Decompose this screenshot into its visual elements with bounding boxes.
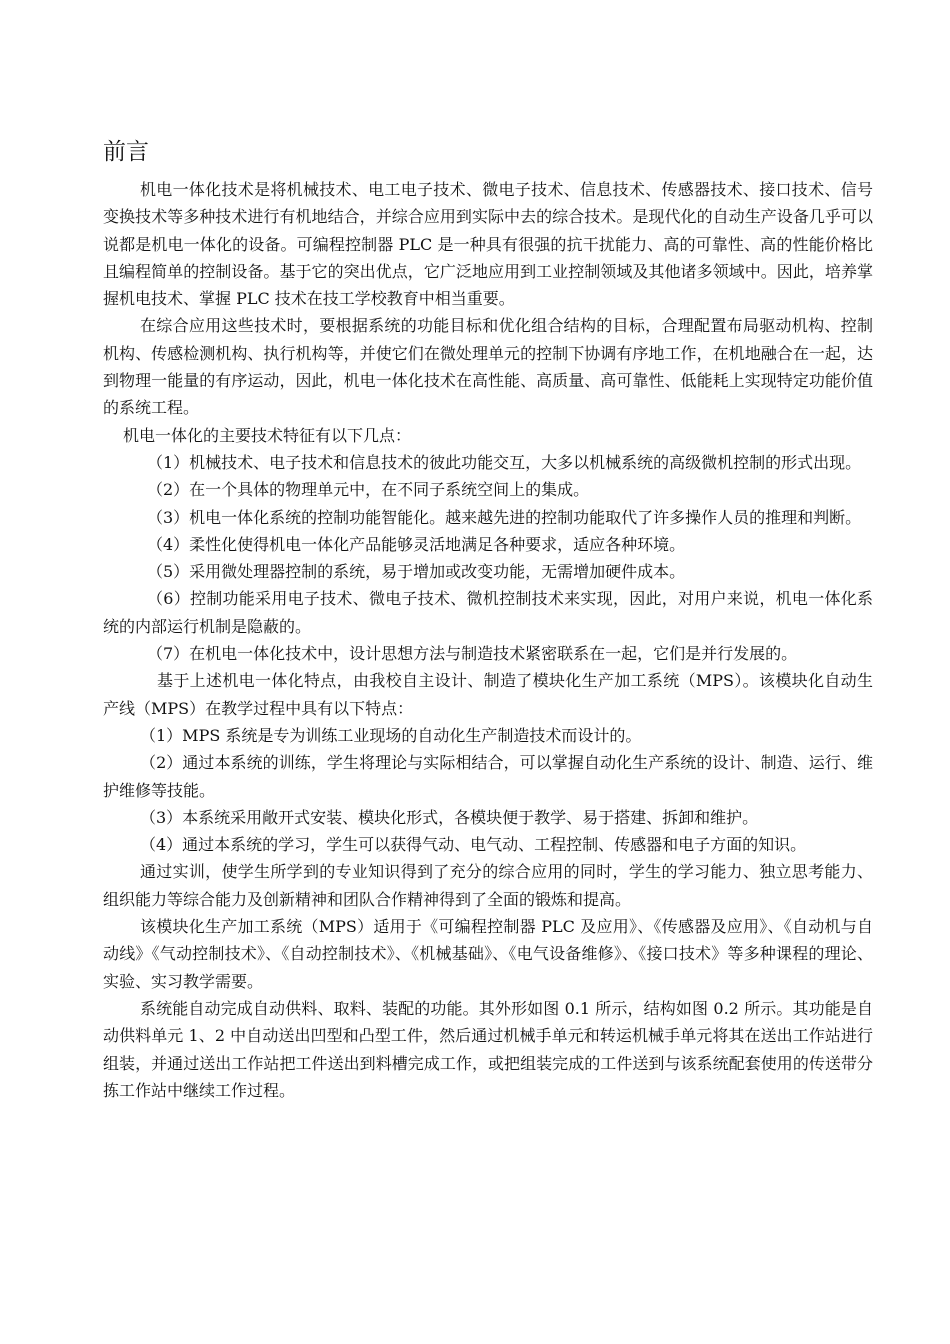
paragraph: 系统能自动完成自动供料、取料、装配的功能。其外形如图 0.1 所示，结构如图 0.2 所示。其功能是自动供料单元 1、2 中自动送出凹型和凸型工件，然后通过机械手单元和转运机械手单元将其在送出工作站进行组装，并通过送出工作站把工件送出到料槽完成工作，或把组装完成的工件送到与该系统配套使用的传送带分拣工作站中继续工作过程。 (103, 998, 873, 1100)
list-item: （3）本系统采用敞开式安装、模块化形式，各模块便于教学、易于搭建、拆卸和维护。 (140, 807, 759, 827)
list-item: （2）在一个具体的物理单元中，在不同子系统空间上的集成。 (147, 480, 590, 500)
list-item: （2）通过本系统的训练，学生将理论与实际相结合，可以掌握自动化生产系统的设计、制造、运行、维护维修等技能。 (103, 753, 873, 800)
paragraph: 基于上述机电一体化特点，由我校自主设计、制造了模块化生产加工系统（MPS）。该模块化自动生产线（MPS）在教学过程中具有以下特点： (103, 671, 873, 718)
paragraph: 该模块化生产加工系统（MPS）适用于《可编程控制器 PLC 及应用》、《传感器及应用》、《自动机与自动线》《气动控制技术》、《自动控制技术》、《机械基础》、《电气设备维修》、《接口技术》等多种课程的理论、实验、实习教学需要。 (103, 917, 873, 991)
list-item: （3）机电一体化系统的控制功能智能化。越来越先进的控制功能取代了许多操作人员的推理和判断。 (147, 507, 862, 527)
list-item: （5）采用微处理器控制的系统，易于增加或改变功能，无需增加硬件成本。 (147, 562, 686, 582)
list-item: （6）控制功能采用电子技术、微电子技术、微机控制技术来实现，因此，对用户来说，机电一体化系统的内部运行机制是隐蔽的。 (103, 589, 873, 636)
paragraph: 机电一体化技术是将机械技术、电工电子技术、微电子技术、信息技术、传感器技术、接口技术、信号变换技术等多种技术进行有机地结合，并综合应用到实际中去的综合技术。是现代化的自动生产设备几乎可以说都是机电一体化的设备。可编程控制器 PLC 是一种具有很强的抗干扰能力、高的可靠性、高的性能价格比且编程简单的控制设备。基于它的突出优点，它广泛地应用到工业控制领域及其他诸多领域中。因此，培养掌握机电技术、掌握 PLC 技术在技工学校教育中相当重要。 (103, 180, 873, 309)
list-item: （1）MPS 系统是专为训练工业现场的自动化生产制造技术而设计的。 (140, 725, 642, 745)
list-item: （4）柔性化使得机电一体化产品能够灵活地满足各种要求，适应各种环境。 (147, 534, 686, 554)
paragraph: 在综合应用这些技术时，要根据系统的功能目标和优化组合结构的目标，合理配置布局驱动机构、控制机构、传感检测机构、执行机构等，并使它们在微处理单元的控制下协调有序地工作，在机地融合在一起，达到物理一能量的有序运动，因此，机电一体化技术在高性能、高质量、高可靠性、低能耗上实现特定功能价值的系统工程。 (103, 316, 873, 418)
page-title: 前言 (103, 139, 149, 165)
list-item: （7）在机电一体化技术中，设计思想方法与制造技术紧密联系在一起，它们是并行发展的。 (147, 644, 798, 664)
list-item: （1）机械技术、电子技术和信息技术的彼此功能交互，大多以机械系统的高级微机控制的形式出现。 (147, 452, 862, 472)
list-item: （4）通过本系统的学习，学生可以获得气动、电气动、工程控制、传感器和电子方面的知识。 (140, 835, 807, 855)
paragraph: 通过实训，使学生所学到的专业知识得到了充分的综合应用的同时，学生的学习能力、独立思考能力、组织能力等综合能力及创新精神和团队合作精神得到了全面的锻炼和提高。 (103, 862, 873, 909)
document-body (103, 176, 873, 1104)
paragraph: 机电一体化的主要技术特征有以下几点： (123, 425, 412, 445)
